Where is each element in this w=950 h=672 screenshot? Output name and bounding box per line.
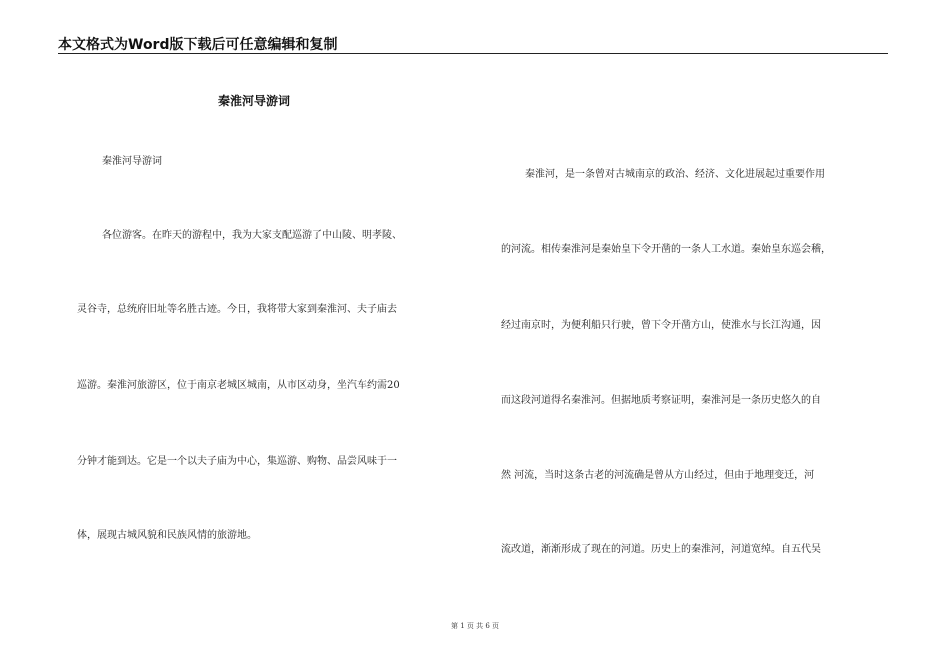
paragraph-line: 体，展现古城风貌和民族风情的旅游地。 xyxy=(77,530,257,541)
document-title: 秦淮河导游词 xyxy=(218,94,291,108)
paragraph-line: 经过南京时，为便利船只行驶，曾下令开凿方山，使淮水与长江沟通，因 xyxy=(501,320,821,331)
paragraph-line: 秦淮河导游词 xyxy=(102,156,162,167)
paragraph-line: 流改道，渐渐形成了现在的河道。历史上的秦淮河，河道宽绰。自五代吴 xyxy=(501,544,821,555)
paragraph-line: 分钟才能到达。它是一个以夫子庙为中心，集巡游、购物、品尝风味于一 xyxy=(77,456,397,467)
paragraph-line: 而这段河道得名秦淮河。但据地质考察证明，秦淮河是一条历史悠久的自 xyxy=(501,395,821,406)
paragraph-line: 然 河流，当时这条古老的河流确是曾从方山经过，但由于地理变迁，河 xyxy=(501,470,815,481)
paragraph-line: 灵谷寺，总统府旧址等名胜古迹。今日，我将带大家到秦淮河、夫子庙去 xyxy=(77,304,397,315)
paragraph-line: 秦淮河，是一条曾对古城南京的政治、经济、文化进展起过重要作用 xyxy=(525,169,825,180)
paragraph-line: 巡游。秦淮河旅游区，位于南京老城区城南，从市区动身，坐汽车约需20 xyxy=(77,380,400,391)
paragraph-line: 的河流。相传秦淮河是秦始皇下令开凿的一条人工水道。秦始皇东巡会稽， xyxy=(501,244,831,255)
paragraph-line: 各位游客。在昨天的游程中，我为大家支配巡游了中山陵、明孝陵、 xyxy=(102,230,402,241)
header-banner: 本文格式为Word版下载后可任意编辑和复制 xyxy=(58,37,338,53)
page-number: 第 1 页 共 6 页 xyxy=(450,622,500,630)
header-divider xyxy=(58,53,888,54)
